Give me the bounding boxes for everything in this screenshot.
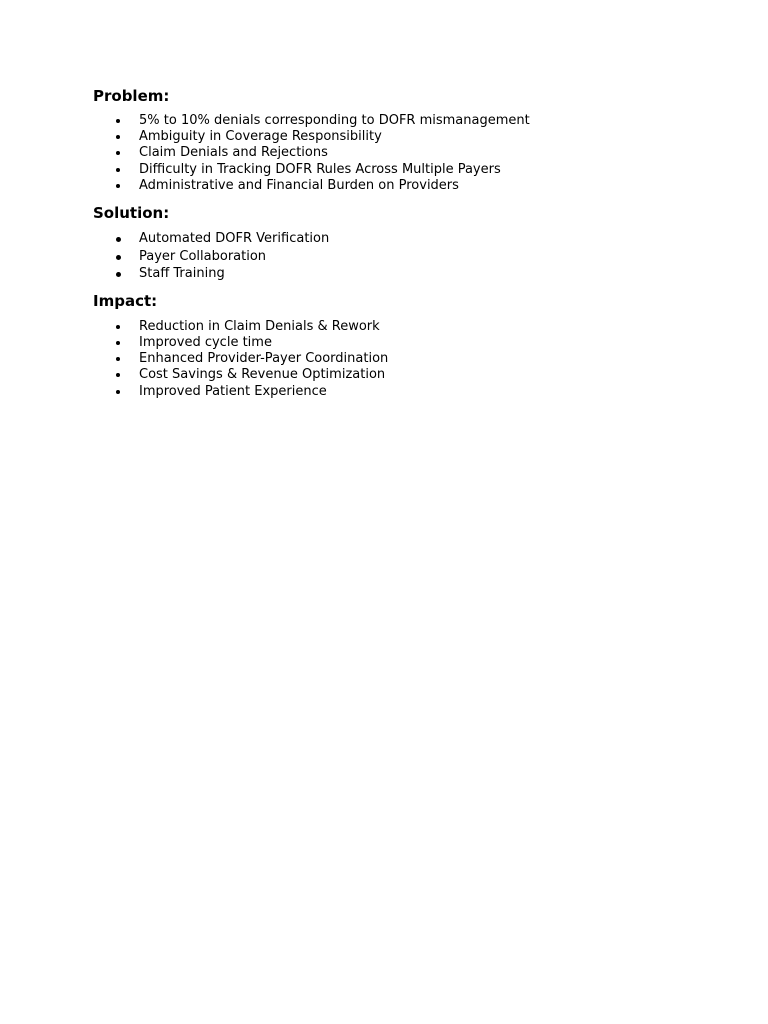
list-item: Administrative and Financial Burden on Providers	[93, 178, 733, 194]
problem-list	[93, 113, 733, 194]
problem-heading: Problem:	[93, 87, 170, 105]
list-item: Improved Patient Experience	[93, 384, 733, 400]
impact-heading: Impact:	[93, 291, 158, 310]
list-item: Difficulty in Tracking DOFR Rules Across Multiple Payers	[93, 162, 733, 178]
list-item: Enhanced Provider-Payer Coordination	[93, 351, 733, 367]
list-item: Payer Collaboration	[93, 248, 733, 266]
list-item: Staff Training	[93, 265, 733, 283]
list-item: Ambiguity in Coverage Responsibility	[93, 129, 733, 145]
list-item: Automated DOFR Verification	[93, 230, 733, 248]
solution-list	[93, 230, 733, 283]
list-item: Claim Denials and Rejections	[93, 145, 733, 161]
document-page	[93, 86, 733, 400]
list-item: Cost Savings & Revenue Optimization	[93, 367, 733, 383]
list-item: Reduction in Claim Denials & Rework	[93, 319, 733, 335]
list-item: 5% to 10% denials corresponding to DOFR mismanagement	[93, 113, 733, 129]
solution-heading: Solution:	[93, 204, 170, 223]
list-item: Improved cycle time	[93, 335, 733, 351]
impact-list	[93, 319, 733, 400]
